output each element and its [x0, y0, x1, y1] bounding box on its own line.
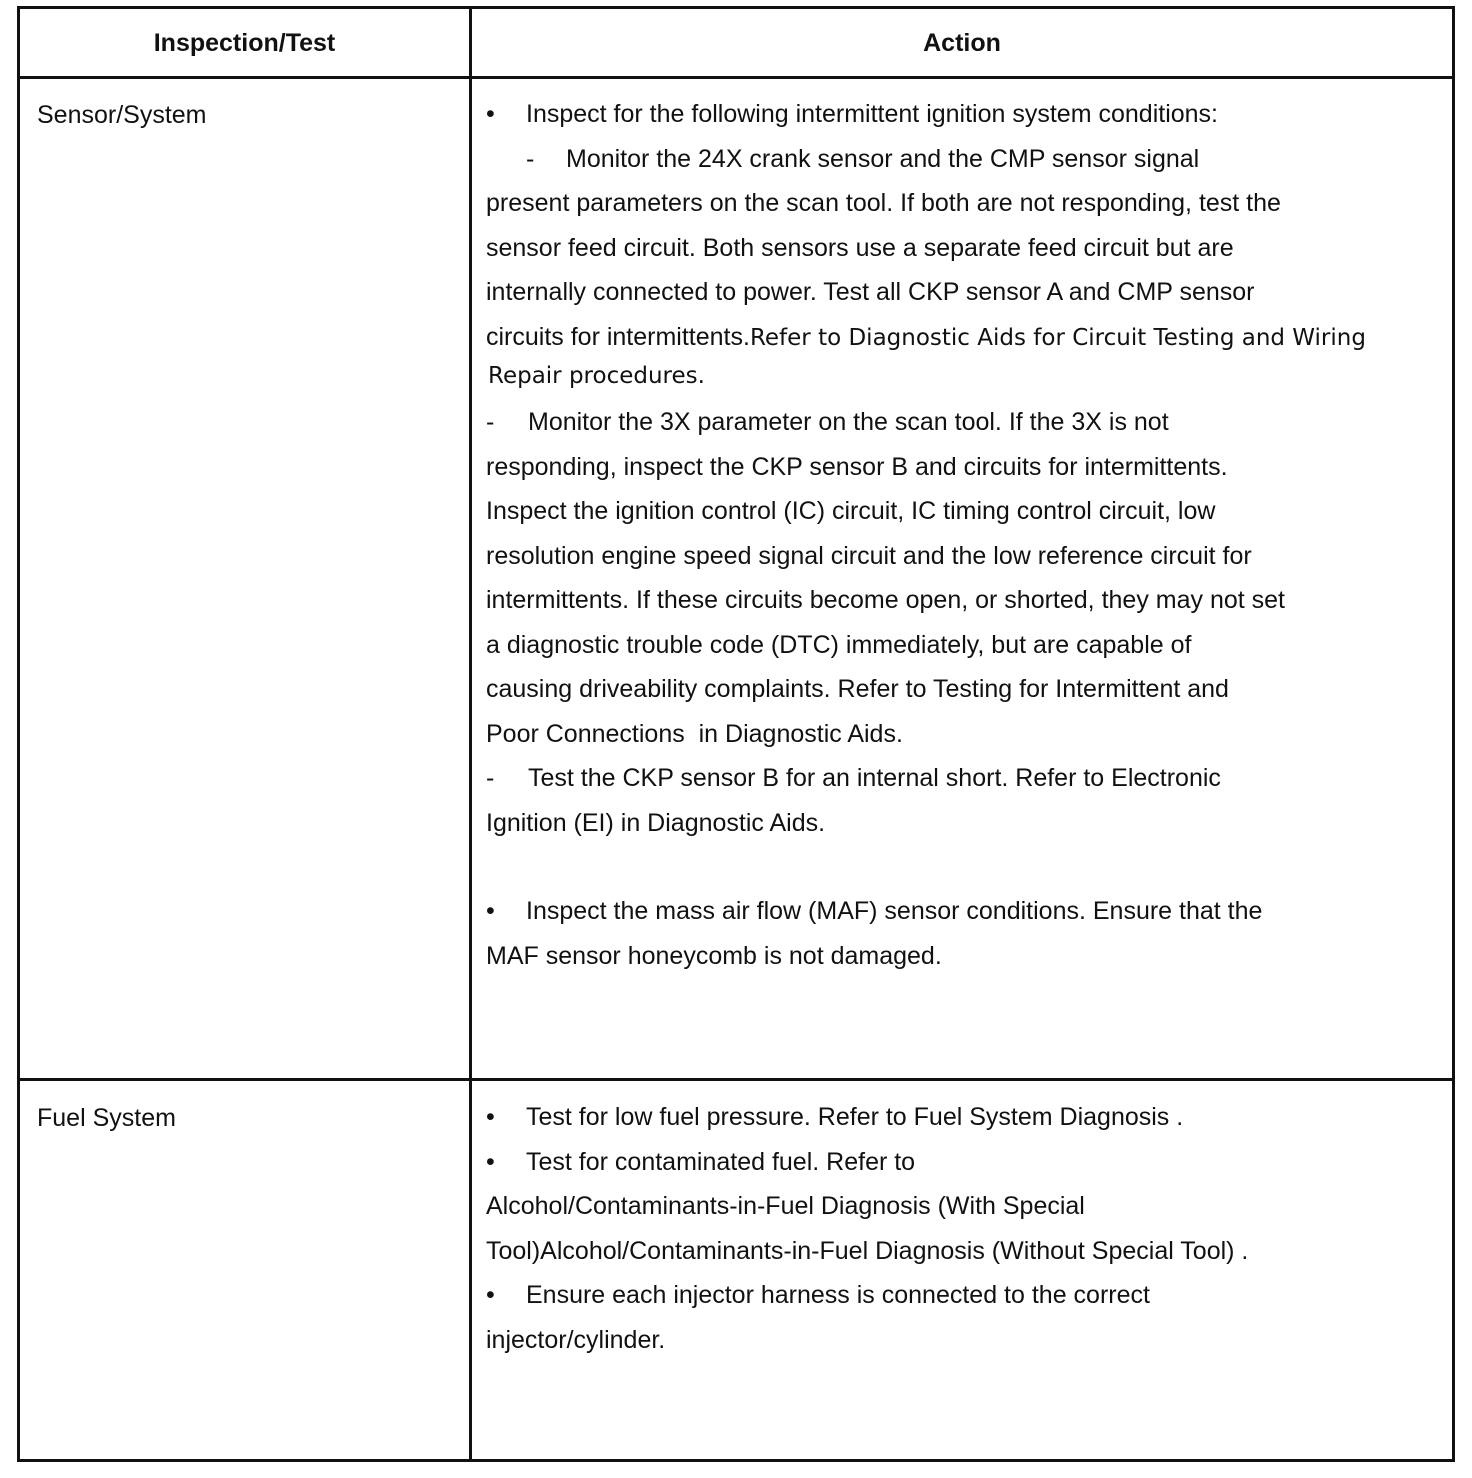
list-item: • Inspect for the following intermittent ignition system conditions:: [486, 92, 1366, 137]
text-line: MAF sensor honeycomb is not damaged.: [486, 941, 942, 970]
list-item: - Monitor the 3X parameter on the scan tool. If the 3X is not: [486, 400, 1366, 445]
reference-text: Refer to Diagnostic Aids for Circuit Testing and Wiring: [749, 324, 1366, 351]
dash-icon: -: [486, 408, 495, 436]
row-label-fuel-system: Fuel System: [37, 1104, 176, 1132]
text-line: sensor feed circuit. Both sensors use a separate feed circuit but are: [486, 233, 1234, 262]
list-item: • Test for low fuel pressure. Refer to Fuel System Diagnosis .: [486, 1095, 1248, 1140]
text-line: resolution engine speed signal circuit and the low reference circuit for: [486, 541, 1252, 570]
bullet-icon: •: [486, 897, 495, 925]
row-label-sensor-system: Sensor/System: [37, 101, 207, 129]
list-item: • Inspect the mass air flow (MAF) sensor conditions. Ensure that the: [486, 889, 1366, 934]
bullet-icon: •: [486, 100, 495, 128]
dash-icon: -: [486, 764, 495, 792]
text-line: Poor Connections in Diagnostic Aids.: [486, 719, 903, 748]
text-line: internally connected to power. Test all CKP sensor A and CMP sensor: [486, 278, 1255, 306]
text-line: intermittents. If these circuits become open, or shorted, they may not set: [486, 586, 1285, 614]
text-line: Tool)Alcohol/Contaminants-in-Fuel Diagnosis (Without Special Tool) .: [486, 1236, 1249, 1265]
row-divider: [20, 1078, 1452, 1081]
text-line: responding, inspect the CKP sensor B and circuits for intermittents.: [486, 452, 1228, 481]
row-action-sensor-system: [486, 92, 1366, 978]
header-action: Action: [923, 29, 1001, 57]
dash-icon: -: [526, 144, 535, 173]
list-item: - Test the CKP sensor B for an internal short. Refer to Electronic: [486, 756, 1366, 801]
header-inspection-test: Inspection/Test: [153, 29, 336, 57]
text-line: circuits for intermittents.Refer to Diagnostic Aids for Circuit Testing and Wiring: [486, 322, 1366, 351]
column-divider: [469, 9, 472, 1459]
bullet-icon: •: [486, 1103, 495, 1131]
text-line: Ignition (EI) in Diagnostic Aids.: [486, 808, 826, 837]
list-item: • Ensure each injector harness is connected to the correct: [486, 1273, 1248, 1318]
bullet-icon: •: [486, 1147, 495, 1176]
inspection-table: [17, 6, 1455, 1462]
list-item: - Monitor the 24X crank sensor and the CMP sensor signal: [486, 137, 1366, 182]
bullet-icon: •: [486, 1281, 495, 1309]
text-line: a diagnostic trouble code (DTC) immediately, but are capable of: [486, 630, 1192, 659]
text-line: causing driveability complaints. Refer to Testing for Intermittent and: [486, 675, 1229, 703]
row-action-fuel-system: [486, 1095, 1248, 1362]
reference-text: Repair procedures.: [488, 363, 705, 389]
text-line: injector/cylinder.: [486, 1325, 666, 1354]
list-item: • Test for contaminated fuel. Refer to: [486, 1140, 1248, 1185]
header-divider: [20, 76, 1452, 79]
text-line: Inspect the ignition control (IC) circuit, IC timing control circuit, low: [486, 497, 1216, 525]
text-line: Alcohol/Contaminants-in-Fuel Diagnosis (With Special: [486, 1192, 1085, 1220]
text-line: present parameters on the scan tool. If both are not responding, test the: [486, 189, 1281, 217]
